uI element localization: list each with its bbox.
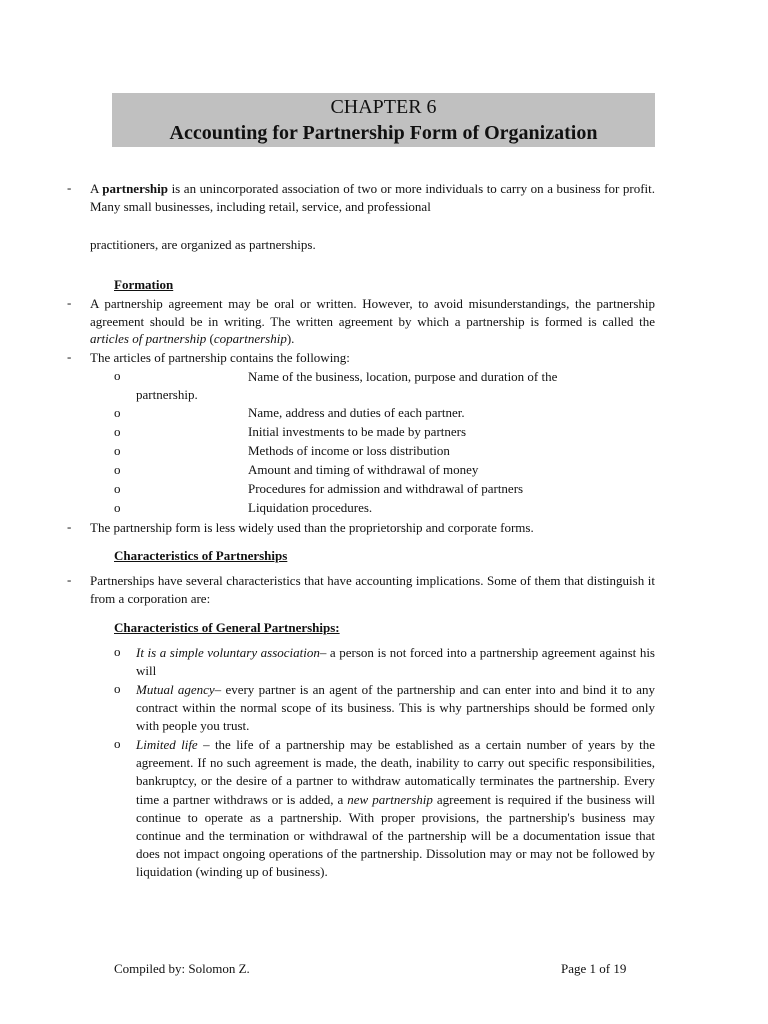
bullet-dash: - [67, 180, 72, 195]
bullet-dash: - [67, 349, 72, 364]
formation-term: articles of partnership [90, 331, 207, 346]
intro-a: A [90, 181, 99, 196]
paren-close: ). [286, 331, 295, 346]
paren-open: ( [209, 331, 214, 346]
list-marker: o [114, 681, 121, 696]
mutual-agency-text: – every partner is an agent of the partnership and can enter into and bind it to any contract within the normal scope of its business. This is why partnerships should be formed only with people you trust. [136, 682, 655, 734]
footer-author: Compiled by: Solomon Z. [114, 961, 250, 976]
voluntary-text: – a person is not forced into a partnership agreement against his will [136, 645, 655, 679]
formation-text: A partnership agreement may be oral or written. However, to avoid misunderstandings, the partnership agreement should be in writing. The written agreement by which a partnership is formed is called the [90, 296, 655, 329]
list-item: Name, address and duties of each partner. [248, 405, 465, 420]
list-item: Liquidation procedures. [248, 500, 373, 515]
list-item: Methods of income or loss distribution [248, 443, 450, 458]
list-marker: o [114, 405, 121, 420]
bullet-dash: - [67, 572, 72, 587]
list-marker: o [114, 481, 121, 496]
list-marker: o [114, 462, 121, 477]
limited-life-text: – the life of a partnership may be established as a certain number of years by the agreement. If no such agreement is made, the death, inability to carry out specific responsibilities, bankruptcy, or the desire of a partner to withdraw automatically terminates the partnership. Every time a partner withdraws or is added, a [136, 737, 655, 807]
formation-term-alt: copartnership [213, 331, 287, 346]
characteristics-paragraph: Partnerships have several characteristics that have accounting implications. Some of them that distinguish it from a corporation are: [90, 573, 655, 607]
list-marker: o [114, 443, 121, 458]
list-marker: o [114, 736, 121, 751]
footer-page-number: Page 1 of 19 [561, 961, 627, 976]
articles-intro: The articles of partnership contains the following: [90, 350, 350, 365]
formation-paragraph [90, 295, 655, 348]
bullet-dash: - [67, 295, 72, 310]
intro-line3: practitioners, are organized as partnerships. [90, 237, 316, 252]
intro-text: is an unincorporated association of two or more individuals to carry on a business for profit. Many small businesses, including retail, service, and professional [90, 181, 656, 215]
mutual-agency-term: Mutual agency [136, 682, 215, 697]
list-marker: o [114, 500, 121, 515]
partnership-form-note: The partnership form is less widely used than the proprietorship and corporate forms. [90, 520, 534, 535]
voluntary-term: It is a simple voluntary association [136, 645, 320, 660]
new-partnership-term: new partnership [347, 791, 433, 807]
intro-term: partnership [102, 181, 168, 196]
general-item-limited-life [136, 736, 655, 882]
list-marker: o [114, 424, 121, 439]
list-marker: o [114, 644, 121, 659]
chapter-number: CHAPTER 6 [330, 96, 437, 118]
limited-life-text-cont: agreement is required if the business will continue to operate as a partnership. With proper provisions, the partnership's business may continue and the termination or withdrawal of the partnership will be a documentation issue that does not impact ongoing operations of the partnership. Dissolution may or may not be followed by liquidation (winding up of business). [136, 791, 655, 880]
list-item: Name of the business, location, purpose and duration of the [248, 369, 558, 384]
list-item: Initial investments to be made by partners [248, 424, 467, 439]
list-item-continuation: partnership. [136, 387, 198, 402]
formation-heading: Formation [114, 277, 174, 292]
chapter-title-box [112, 93, 655, 147]
limited-life-term: Limited life [136, 737, 198, 752]
characteristics-heading: Characteristics of Partnerships [114, 548, 288, 563]
chapter-title: Accounting for Partnership Form of Organization [169, 122, 598, 144]
list-item: Amount and timing of withdrawal of money [248, 462, 479, 477]
bullet-dash: - [67, 519, 72, 534]
list-item: Procedures for admission and withdrawal of partners [248, 481, 524, 496]
list-marker: o [114, 368, 121, 383]
general-characteristics-heading: Characteristics of General Partnerships: [114, 620, 340, 635]
intro-paragraph [90, 180, 655, 216]
general-item-voluntary [136, 644, 655, 680]
general-item-mutual-agency [136, 681, 655, 736]
